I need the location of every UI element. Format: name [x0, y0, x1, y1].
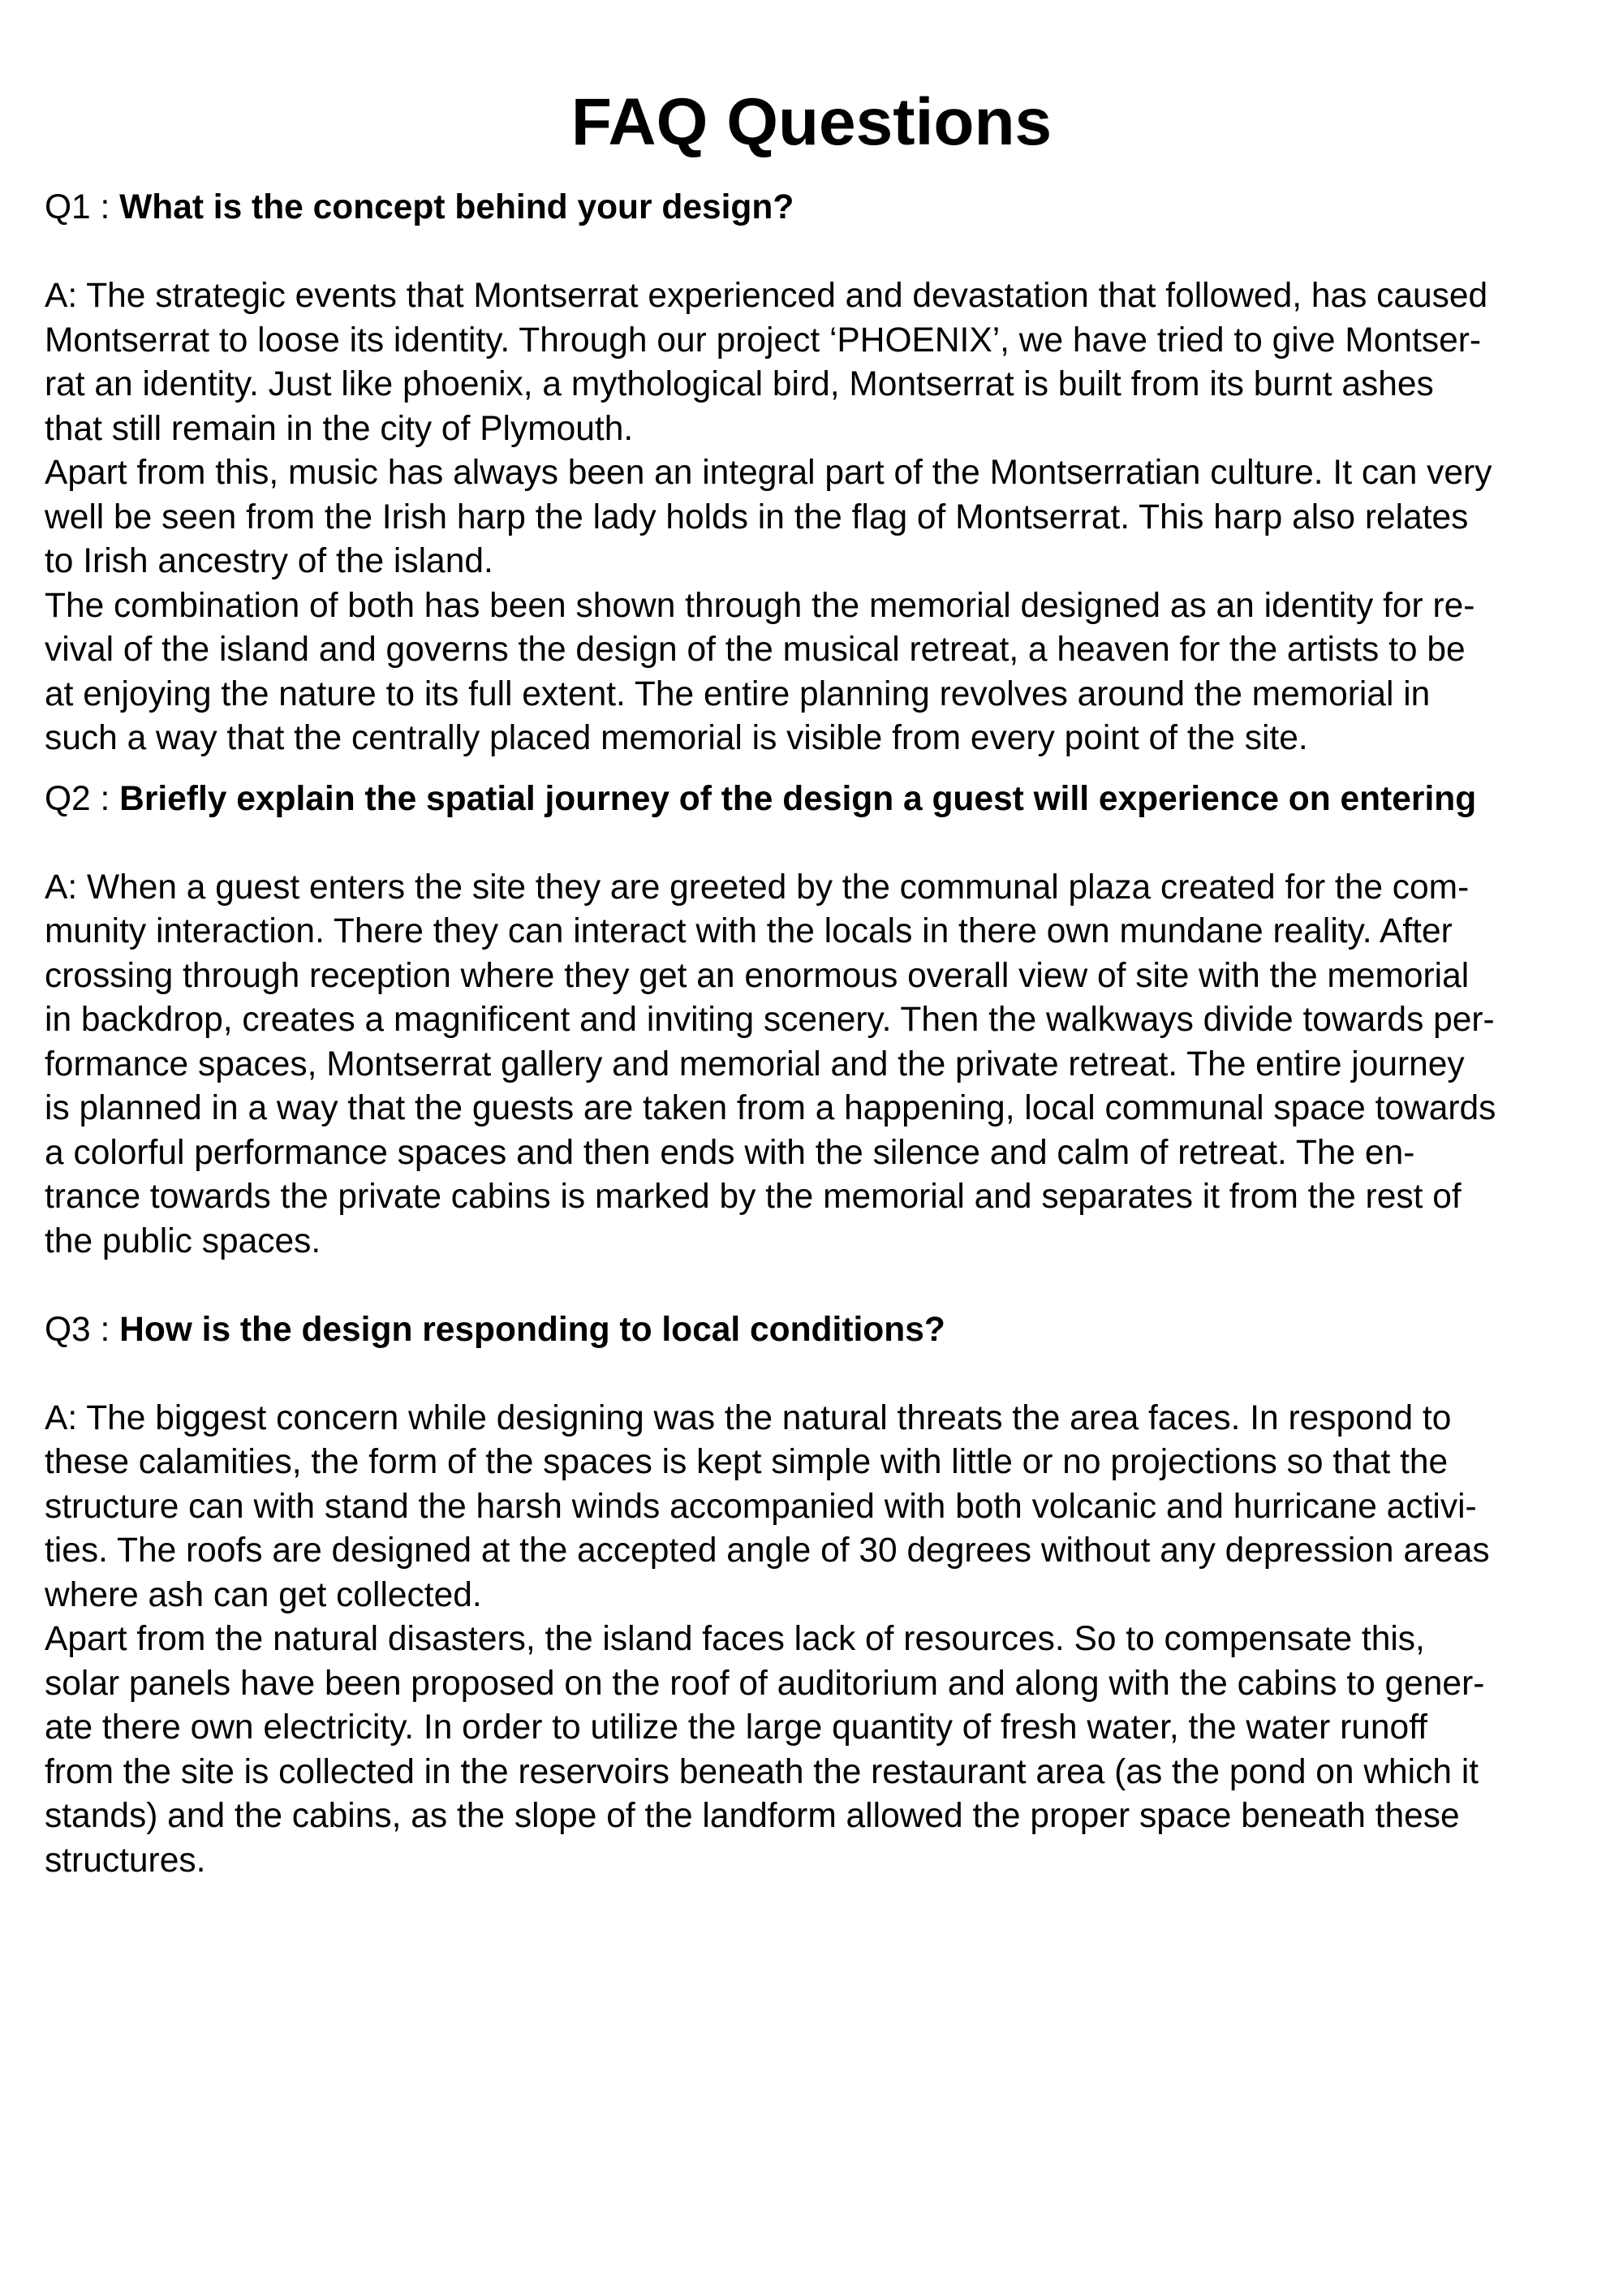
question-2	[45, 778, 1578, 822]
faq-item-1	[45, 186, 1578, 761]
answer-line: to Irish ancestry of the island.	[45, 542, 493, 580]
question-1-text: What is the concept behind your design?	[119, 188, 794, 226]
answer-line: formance spaces, Montserrat gallery and memorial and the private retreat. The entire journey	[45, 1045, 1465, 1083]
answer-2	[45, 866, 1578, 1264]
answer-line: well be seen from the Irish harp the lady holds in the flag of Montserrat. This harp also relates	[45, 498, 1469, 536]
question-3	[45, 1308, 1578, 1353]
answer-line: the public spaces.	[45, 1221, 321, 1260]
answer-line: A: The strategic events that Montserrat experienced and devastation that followed, has caused	[45, 277, 1488, 315]
question-2-prefix: Q2 :	[45, 779, 120, 818]
question-1	[45, 186, 1578, 230]
answer-line: rat an identity. Just like phoenix, a mythological bird, Montserrat is built from its burnt ashes	[45, 365, 1434, 403]
answer-3-paragraph-2	[45, 1618, 1578, 1883]
answer-line: Montserrat to loose its identity. Through our project ‘PHOENIX’, we have tried to give Montser-	[45, 321, 1482, 360]
answer-2-paragraph-1	[45, 866, 1578, 1264]
answer-line: at enjoying the nature to its full extent. The entire planning revolves around the memorial in	[45, 674, 1431, 713]
answer-3-paragraph-1	[45, 1397, 1578, 1618]
answer-line: Apart from the natural disasters, the island faces lack of resources. So to compensate this,	[45, 1620, 1425, 1658]
spacer	[45, 230, 1578, 275]
answer-1-paragraph-2	[45, 451, 1578, 584]
spacer	[45, 821, 1578, 866]
answer-line: A: The biggest concern while designing was the natural threats the area faces. In respond to	[45, 1398, 1452, 1437]
answer-line: where ash can get collected.	[45, 1575, 482, 1614]
answer-line: ties. The roofs are designed at the accepted angle of 30 degrees without any depression areas	[45, 1531, 1490, 1570]
answer-line: Apart from this, music has always been an integral part of the Montserratian culture. It can very	[45, 454, 1492, 492]
answer-line: structure can with stand the harsh winds accompanied with both volcanic and hurricane activi-	[45, 1487, 1477, 1526]
question-3-text: How is the design responding to local conditions?	[119, 1310, 945, 1349]
answer-line: solar panels have been proposed on the roof of auditorium and along with the cabins to gener-	[45, 1664, 1485, 1703]
faq-item-2	[45, 778, 1578, 1264]
answer-1-paragraph-1	[45, 274, 1578, 451]
question-3-prefix: Q3 :	[45, 1310, 120, 1349]
page-title: FAQ Questions	[570, 85, 1053, 159]
answer-line: that still remain in the city of Plymouth.	[45, 409, 634, 448]
answer-1-paragraph-3	[45, 584, 1578, 761]
spacer	[45, 1264, 1578, 1308]
answer-line: crossing through reception where they get an enormous overall view of site with the memorial	[45, 956, 1470, 995]
faq-item-3	[45, 1308, 1578, 1884]
question-1-prefix: Q1 :	[45, 188, 120, 226]
answer-3	[45, 1397, 1578, 1884]
faq-document	[45, 77, 1578, 1883]
spacer	[45, 761, 1578, 778]
answer-line: stands) and the cabins, as the slope of the landform allowed the proper space beneath these	[45, 1797, 1460, 1835]
answer-line: from the site is collected in the reservoirs beneath the restaurant area (as the pond on which it	[45, 1752, 1479, 1791]
answer-1	[45, 274, 1578, 761]
question-2-text: Briefly explain the spatial journey of the design a guest will experience on entering	[119, 779, 1477, 818]
answer-line: munity interaction. There they can interact with the locals in there own mundane reality. After	[45, 912, 1453, 950]
answer-line: The combination of both has been shown through the memorial designed as an identity for re-	[45, 586, 1475, 625]
answer-line: A: When a guest enters the site they are greeted by the communal plaza created for the com-	[45, 868, 1470, 907]
spacer	[45, 168, 1578, 186]
answer-line: such a way that the centrally placed memorial is visible from every point of the site.	[45, 719, 1308, 757]
spacer	[45, 1352, 1578, 1397]
answer-line: ate there own electricity. In order to utilize the large quantity of fresh water, the water runoff	[45, 1708, 1428, 1747]
answer-line: in backdrop, creates a magnificent and inviting scenery. Then the walkways divide towards per-	[45, 1001, 1495, 1039]
answer-line: trance towards the private cabins is marked by the memorial and separates it from the rest of	[45, 1178, 1462, 1216]
answer-line: is planned in a way that the guests are taken from a happening, local communal space towards	[45, 1089, 1496, 1127]
answer-line: vival of the island and governs the design of the musical retreat, a heaven for the artists to be	[45, 631, 1466, 669]
answer-line: these calamities, the form of the spaces is kept simple with little or no projections so that the	[45, 1443, 1449, 1481]
answer-line: structures.	[45, 1841, 206, 1880]
answer-line: a colorful performance spaces and then ends with the silence and calm of retreat. The en-	[45, 1133, 1415, 1172]
